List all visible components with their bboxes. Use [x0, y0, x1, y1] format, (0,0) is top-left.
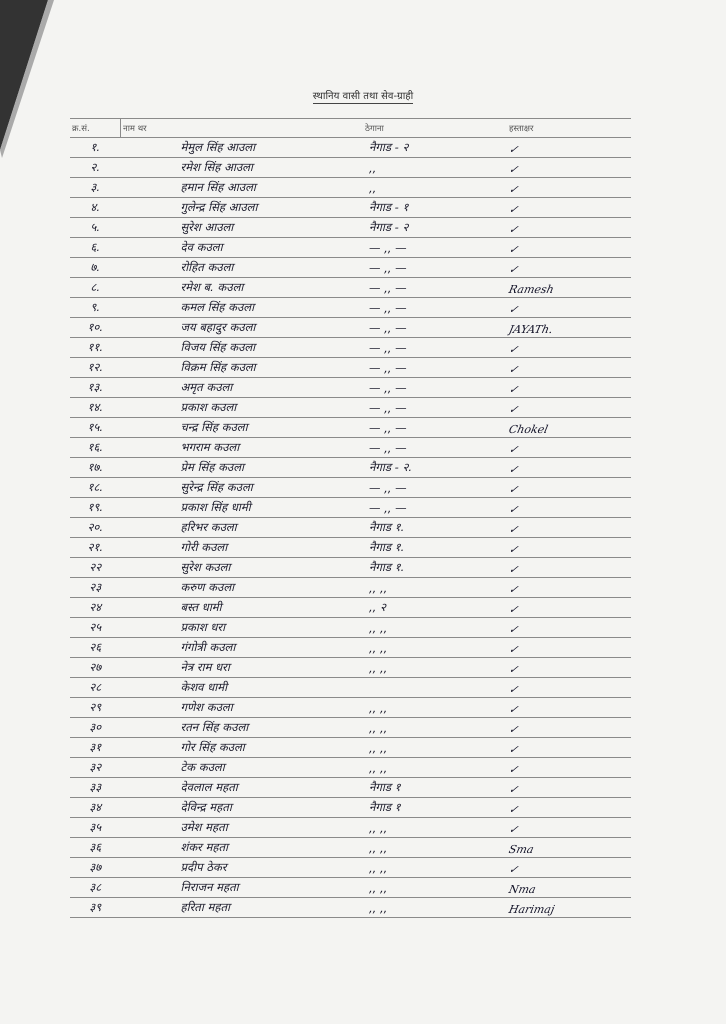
row-address: ,, ,,	[363, 898, 507, 918]
table-row	[70, 538, 631, 558]
row-name: प्रकाश कउला	[121, 398, 364, 418]
page-title	[0, 88, 726, 102]
row-signature	[507, 598, 631, 618]
row-serial-number: २६	[70, 638, 121, 658]
row-name: बस्त धामी	[121, 598, 364, 618]
row-address: — ,, —	[363, 418, 507, 438]
table-row	[70, 498, 631, 518]
row-address: — ,, —	[363, 498, 507, 518]
row-address: — ,, —	[363, 478, 507, 498]
signature-sheet	[70, 118, 630, 916]
row-address: — ,, —	[363, 358, 507, 378]
signature-mark: Ramesh	[507, 283, 556, 296]
signature-mark: ✓	[507, 503, 520, 516]
signature-mark: ✓	[507, 543, 520, 556]
row-serial-number: २१.	[70, 538, 121, 558]
row-signature	[507, 638, 631, 658]
signature-mark: ✓	[507, 803, 520, 816]
row-serial-number: ३०	[70, 718, 121, 738]
table-row	[70, 238, 631, 258]
row-name: देवलाल महता	[121, 778, 364, 798]
signature-mark: ✓	[507, 403, 520, 416]
table-row	[70, 838, 631, 858]
row-address: नैगाड १.	[363, 558, 507, 578]
table-row	[70, 398, 631, 418]
column-header-sn: क्र.सं.	[70, 119, 121, 138]
signature-mark: ✓	[507, 643, 520, 656]
signature-mark: Chokel	[507, 423, 550, 436]
signature-mark: ✓	[507, 343, 520, 356]
row-serial-number: १३.	[70, 378, 121, 398]
signature-mark: ✓	[507, 603, 520, 616]
table-row	[70, 558, 631, 578]
table-row	[70, 718, 631, 738]
row-name: शंकर महता	[121, 838, 364, 858]
signature-mark: ✓	[507, 303, 520, 316]
row-signature	[507, 738, 631, 758]
row-signature	[507, 698, 631, 718]
table-row	[70, 698, 631, 718]
row-signature	[507, 818, 631, 838]
row-serial-number: १.	[70, 138, 121, 158]
table-row	[70, 598, 631, 618]
row-signature	[507, 538, 631, 558]
row-serial-number: २९	[70, 698, 121, 718]
row-serial-number: २३	[70, 578, 121, 598]
row-name: नेत्र राम धरा	[121, 658, 364, 678]
row-name: मेमुल सिंह आउला	[121, 138, 364, 158]
row-address: — ,, —	[363, 238, 507, 258]
row-name: प्रेम सिंह कउला	[121, 458, 364, 478]
column-header-address: ठेगाना	[363, 119, 507, 138]
row-name: विक्रम सिंह कउला	[121, 358, 364, 378]
row-name: गोर सिंह कउला	[121, 738, 364, 758]
row-signature	[507, 438, 631, 458]
column-header-name: नाम थर	[121, 119, 364, 138]
row-name: गणेश कउला	[121, 698, 364, 718]
row-serial-number: ३५	[70, 818, 121, 838]
register-table	[70, 118, 631, 918]
row-serial-number: ३२	[70, 758, 121, 778]
row-serial-number: ३९	[70, 898, 121, 918]
row-name: कमल सिंह कउला	[121, 298, 364, 318]
row-signature	[507, 398, 631, 418]
table-row	[70, 778, 631, 798]
signature-mark: ✓	[507, 523, 520, 536]
row-address: ,, ,,	[363, 718, 507, 738]
row-signature	[507, 378, 631, 398]
row-name: रमेश सिंह आउला	[121, 158, 364, 178]
signature-mark: ✓	[507, 243, 520, 256]
table-row	[70, 358, 631, 378]
table-row	[70, 738, 631, 758]
row-serial-number: १७.	[70, 458, 121, 478]
row-signature	[507, 178, 631, 198]
table-row	[70, 178, 631, 198]
signature-mark: ✓	[507, 623, 520, 636]
row-name: चन्द्र सिंह कउला	[121, 418, 364, 438]
table-row	[70, 218, 631, 238]
row-address: ,,	[363, 178, 507, 198]
row-signature	[507, 278, 631, 298]
row-name: विजय सिंह कउला	[121, 338, 364, 358]
row-serial-number: २.	[70, 158, 121, 178]
signature-mark: ✓	[507, 783, 520, 796]
row-signature	[507, 318, 631, 338]
table-row	[70, 678, 631, 698]
row-address: नैगाड १	[363, 798, 507, 818]
signature-mark: ✓	[507, 443, 520, 456]
table-row	[70, 138, 631, 158]
row-signature	[507, 798, 631, 818]
row-name: सुरेश कउला	[121, 558, 364, 578]
row-address: ,, ,,	[363, 878, 507, 898]
row-serial-number: २४	[70, 598, 121, 618]
table-row	[70, 198, 631, 218]
row-serial-number: १५.	[70, 418, 121, 438]
row-name: प्रकाश सिंह धामी	[121, 498, 364, 518]
row-signature	[507, 478, 631, 498]
signature-mark: Sma	[507, 843, 535, 856]
row-signature	[507, 298, 631, 318]
row-address: ,, ,,	[363, 578, 507, 598]
signature-mark: ✓	[507, 203, 520, 216]
row-signature	[507, 138, 631, 158]
table-row	[70, 658, 631, 678]
row-name: हमान सिंह आउला	[121, 178, 364, 198]
signature-mark: ✓	[507, 663, 520, 676]
row-signature	[507, 458, 631, 478]
row-address: ,, ,,	[363, 638, 507, 658]
row-name: गोरी कउला	[121, 538, 364, 558]
row-name: उमेश महता	[121, 818, 364, 838]
signature-mark: ✓	[507, 683, 520, 696]
row-address: नैगाड - २.	[363, 458, 507, 478]
row-address: ,, ,,	[363, 698, 507, 718]
column-header-signature: हस्ताक्षर	[507, 119, 631, 138]
row-signature	[507, 878, 631, 898]
table-row	[70, 798, 631, 818]
row-signature	[507, 158, 631, 178]
signature-mark: ✓	[507, 263, 520, 276]
table-row	[70, 478, 631, 498]
row-signature	[507, 518, 631, 538]
row-signature	[507, 778, 631, 798]
signature-mark: ✓	[507, 463, 520, 476]
row-signature	[507, 858, 631, 878]
signature-mark: ✓	[507, 563, 520, 576]
row-signature	[507, 758, 631, 778]
table-row	[70, 618, 631, 638]
table-row	[70, 158, 631, 178]
row-name: देविन्द्र महता	[121, 798, 364, 818]
table-row	[70, 278, 631, 298]
row-signature	[507, 618, 631, 638]
row-address: — ,, —	[363, 338, 507, 358]
table-row	[70, 438, 631, 458]
table-row	[70, 418, 631, 438]
table-row	[70, 378, 631, 398]
table-row	[70, 258, 631, 278]
row-address: — ,, —	[363, 438, 507, 458]
table-row	[70, 458, 631, 478]
row-serial-number: ३१	[70, 738, 121, 758]
row-serial-number: ३८	[70, 878, 121, 898]
row-name: करुण कउला	[121, 578, 364, 598]
row-name: हरिता महता	[121, 898, 364, 918]
row-address: ,, ,,	[363, 858, 507, 878]
signature-mark: ✓	[507, 143, 520, 156]
table-header-row	[70, 119, 631, 138]
row-name: सुरेन्द्र सिंह कउला	[121, 478, 364, 498]
row-name: देव कउला	[121, 238, 364, 258]
table-row	[70, 518, 631, 538]
row-address: — ,, —	[363, 278, 507, 298]
row-address: ,, ,,	[363, 618, 507, 638]
row-serial-number: १६.	[70, 438, 121, 458]
signature-mark: JAYATh.	[507, 323, 554, 336]
row-serial-number: ५.	[70, 218, 121, 238]
signature-mark: ✓	[507, 823, 520, 836]
row-signature	[507, 898, 631, 918]
row-name: भगराम कउला	[121, 438, 364, 458]
row-name: रोहित कउला	[121, 258, 364, 278]
row-signature	[507, 558, 631, 578]
row-signature	[507, 198, 631, 218]
row-serial-number: १४.	[70, 398, 121, 418]
signature-mark: ✓	[507, 363, 520, 376]
signature-mark: ✓	[507, 383, 520, 396]
row-address: ,, ,,	[363, 658, 507, 678]
row-address: ,, ,,	[363, 818, 507, 838]
row-serial-number: २०.	[70, 518, 121, 538]
signature-mark: ✓	[507, 223, 520, 236]
row-address: — ,, —	[363, 378, 507, 398]
row-signature	[507, 658, 631, 678]
signature-mark: ✓	[507, 583, 520, 596]
row-address: ,, ,,	[363, 758, 507, 778]
signature-mark: Harimaj	[507, 903, 556, 916]
row-address	[363, 678, 507, 698]
row-address: नैगाड १	[363, 778, 507, 798]
row-name: जय बहादुर कउला	[121, 318, 364, 338]
row-serial-number: २५	[70, 618, 121, 638]
row-serial-number: २७	[70, 658, 121, 678]
row-serial-number: ६.	[70, 238, 121, 258]
row-signature	[507, 218, 631, 238]
row-serial-number: १९.	[70, 498, 121, 518]
row-serial-number: ३७	[70, 858, 121, 878]
row-address: — ,, —	[363, 298, 507, 318]
row-name: अमृत कउला	[121, 378, 364, 398]
row-signature	[507, 338, 631, 358]
row-address: — ,, —	[363, 318, 507, 338]
signature-mark: ✓	[507, 863, 520, 876]
row-name: टेक कउला	[121, 758, 364, 778]
row-serial-number: ३४	[70, 798, 121, 818]
signature-mark: ✓	[507, 483, 520, 496]
row-address: — ,, —	[363, 258, 507, 278]
row-serial-number: ११.	[70, 338, 121, 358]
row-serial-number: ३६	[70, 838, 121, 858]
row-serial-number: ८.	[70, 278, 121, 298]
row-signature	[507, 578, 631, 598]
row-signature	[507, 718, 631, 738]
row-serial-number: २८	[70, 678, 121, 698]
row-name: गुलेन्द्र सिंह आउला	[121, 198, 364, 218]
row-address: नैगाड १.	[363, 538, 507, 558]
row-serial-number: ९.	[70, 298, 121, 318]
row-serial-number: ४.	[70, 198, 121, 218]
row-address: ,, २	[363, 598, 507, 618]
row-address: ,, ,,	[363, 838, 507, 858]
row-name: केशव धामी	[121, 678, 364, 698]
table-row	[70, 318, 631, 338]
row-address: ,,	[363, 158, 507, 178]
row-name: गंगोत्री कउला	[121, 638, 364, 658]
table-row	[70, 578, 631, 598]
signature-mark: ✓	[507, 723, 520, 736]
signature-mark: ✓	[507, 703, 520, 716]
row-name: रतन सिंह कउला	[121, 718, 364, 738]
row-serial-number: १२.	[70, 358, 121, 378]
row-signature	[507, 258, 631, 278]
row-name: प्रदीप ठेकर	[121, 858, 364, 878]
row-signature	[507, 498, 631, 518]
row-name: हरिभर कउला	[121, 518, 364, 538]
title-text: स्थानिय वासी तथा सेव-ग्राही	[312, 91, 414, 102]
table-row	[70, 858, 631, 878]
table-row	[70, 298, 631, 318]
row-serial-number: २२	[70, 558, 121, 578]
table-row	[70, 878, 631, 898]
row-name: प्रकाश धरा	[121, 618, 364, 638]
row-serial-number: १०.	[70, 318, 121, 338]
row-serial-number: ३३	[70, 778, 121, 798]
row-signature	[507, 358, 631, 378]
signature-mark: ✓	[507, 763, 520, 776]
row-address: नैगाड - १	[363, 198, 507, 218]
row-signature	[507, 678, 631, 698]
signature-mark: ✓	[507, 183, 520, 196]
row-address: — ,, —	[363, 398, 507, 418]
row-address: नैगाड - २	[363, 138, 507, 158]
signature-mark: Nma	[507, 883, 538, 896]
row-address: नैगाड - २	[363, 218, 507, 238]
row-address: नैगाड १.	[363, 518, 507, 538]
table-row	[70, 338, 631, 358]
row-name: रमेश ब. कउला	[121, 278, 364, 298]
row-serial-number: १८.	[70, 478, 121, 498]
row-signature	[507, 418, 631, 438]
row-name: निराजन महता	[121, 878, 364, 898]
row-name: सुरेश आउला	[121, 218, 364, 238]
row-serial-number: ७.	[70, 258, 121, 278]
table-row	[70, 638, 631, 658]
row-address: ,, ,,	[363, 738, 507, 758]
table-row	[70, 818, 631, 838]
table-row	[70, 898, 631, 918]
table-body	[70, 138, 631, 918]
row-signature	[507, 838, 631, 858]
table-row	[70, 758, 631, 778]
row-signature	[507, 238, 631, 258]
signature-mark: ✓	[507, 743, 520, 756]
signature-mark: ✓	[507, 163, 520, 176]
row-serial-number: ३.	[70, 178, 121, 198]
